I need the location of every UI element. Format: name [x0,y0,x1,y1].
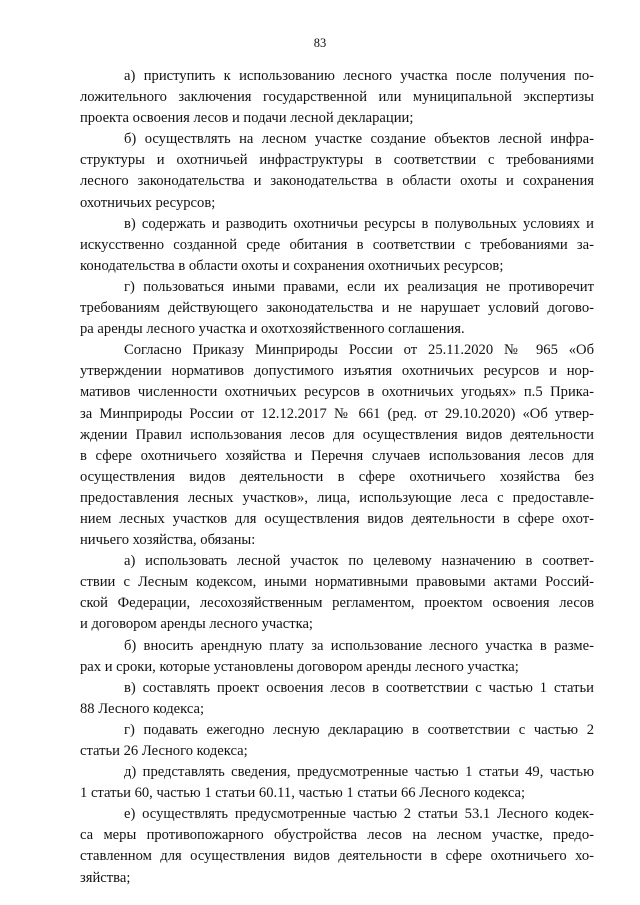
paragraph [80,551,594,635]
paragraph [80,214,594,277]
text-line: утверждении нормативов допустимого изъятия охотничьих ресурсов и нор- [80,363,594,380]
text-line: предоставления лесных участков», лица, использующие леса с предоставле- [80,489,594,506]
text-line: ской Федерации, лесохозяйственным регламентом, проектом освоения лесов [80,595,594,612]
document-body [80,66,594,889]
text-line: проекта освоения лесов и подачи лесной декларации; [80,110,414,127]
text-line: зяйства; [80,869,131,886]
text-line: рах и сроки, которые установлены договором аренды лесного участка; [80,658,519,675]
text-line: ра аренды лесного участка и охотхозяйственного соглашения. [80,321,465,338]
text-line: конодательства в области охоты и сохранения охотничьих ресурсов; [80,257,504,274]
text-line: ствии с Лесным кодексом, иными нормативными правовыми актами Россий- [80,574,594,591]
text-line: 1 статьи 60, частью 1 статьи 60.11, частью 1 статьи 66 Лесного кодекса; [80,785,526,802]
text-line: ставленном для осуществления видов деятельности в сфере охотничьего хо- [80,848,594,865]
text-line: б) вносить арендную плату за использование лесного участка в разме- [124,637,594,654]
text-line: в) составлять проект освоения лесов в соответствии с частью 1 статьи [124,679,594,696]
paragraph [80,277,594,340]
text-line: искусственно созданной среде обитания в соответствии с требованиями за- [80,236,594,253]
text-line: са меры противопожарного обустройства лесов на лесном участке, предо- [80,827,594,844]
paragraph [80,129,594,213]
paragraph [80,678,594,720]
text-line: за Минприроды России от 12.12.2017 № 661 (ред. от 29.10.2020) «Об утвер- [80,405,594,422]
text-line: д) представлять сведения, предусмотренные частью 1 статьи 49, частью [124,764,594,781]
text-line: лесного законодательства и законодательства в области охоты и сохранения [80,173,594,190]
text-line: г) подавать ежегодно лесную декларацию в соответствии с частью 2 [124,721,594,738]
text-line: г) пользоваться иными правами, если их реализация не противоречит [124,278,594,295]
text-line: нием лесных участков для осуществления видов деятельности в сфере охот- [80,510,594,527]
text-line: и договором аренды лесного участка; [80,616,313,633]
text-line: в) содержать и разводить охотничьи ресурсы в полувольных условиях и [124,215,594,232]
paragraph [80,804,594,888]
paragraph [80,340,594,551]
paragraph [80,720,594,762]
page-number: 83 [313,36,327,50]
text-line: а) использовать лесной участок по целевому назначению в соответ- [124,553,594,570]
text-line: статьи 26 Лесного кодекса; [80,743,248,759]
text-line: е) осуществлять предусмотренные частью 2 статьи 53.1 Лесного кодек- [124,806,594,823]
text-line: б) осуществлять на лесном участке создание объектов лесной инфра- [124,131,594,148]
text-line: ждении Правил использования лесов для осуществления видов деятельности [80,426,594,443]
paragraph [80,636,594,678]
text-line: Согласно Приказу Минприроды России от 25.11.2020 № 965 «Об [124,342,594,359]
text-line: требованиям действующего законодательства и не нарушает условий догово- [80,300,594,317]
paragraph [80,66,594,129]
text-line: ложительного заключения государственной или муниципальной экспертизы [80,89,594,106]
text-line: 88 Лесного кодекса; [80,700,205,717]
text-line: осуществления видов деятельности в сфере охотничьего хозяйства без [80,468,594,485]
text-line: в сфере охотничьего хозяйства и Перечня случаев использования лесов для [80,447,594,464]
text-line: охотничьих ресурсов; [80,194,216,211]
text-line: ничьего хозяйства, обязаны: [80,532,256,549]
text-line: мативов численности охотничьих ресурсов в охотничьих угодьях» п.5 Прика- [80,384,594,401]
text-line: структуры и охотничьей инфраструктуры в соответствии с требованиями [80,152,594,169]
paragraph [80,762,594,804]
text-line: а) приступить к использованию лесного участка после получения по- [124,68,594,84]
